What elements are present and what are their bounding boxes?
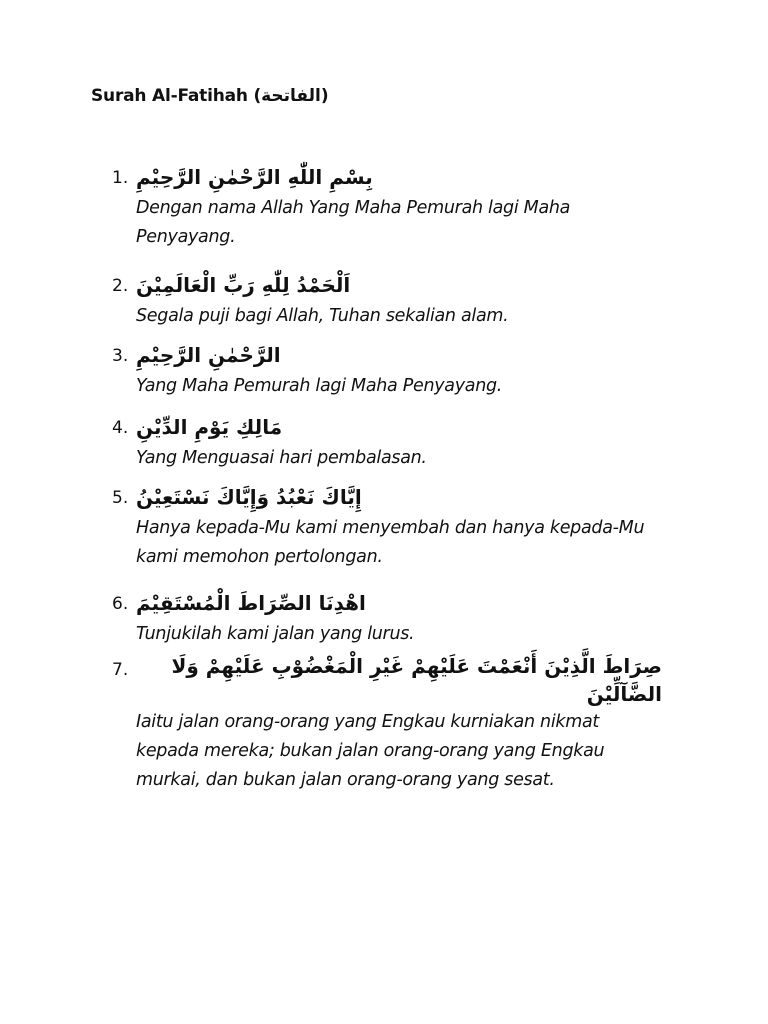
verse-2-arabic-line	[112, 268, 672, 302]
verse-arabic-text: اَلْحَمْدُ لِلّٰهِ رَبِّ الْعَالَمِيْنَ	[136, 273, 351, 297]
verse-7	[112, 652, 672, 795]
verse-number: 4.	[112, 418, 129, 438]
verse-number: 2.	[112, 276, 129, 296]
verse-arabic-text: إِيَّاكَ نَعْبُدُ وَإِيَّاكَ نَسْتَعِيْنُ	[136, 485, 362, 509]
verse-arabic-text: صِرَاطَ الَّذِيْنَ أَنْعَمْتَ عَلَيْهِمْ غَيْرِ الْمَغْضُوْبِ عَلَيْهِمْ وَلَا الضَّآلِّيْنَ	[171, 654, 662, 706]
verse-translation: Yang Menguasai hari pembalasan.	[136, 448, 427, 468]
verse-5-arabic-line	[112, 480, 672, 514]
verse-4	[112, 410, 672, 480]
verse-7-arabic-line	[112, 652, 672, 708]
verse-1-arabic-line	[112, 160, 672, 194]
verse-arabic-text: بِسْمِ اللّٰهِ الرَّحْمٰنِ الرَّحِيْمِ	[136, 165, 373, 189]
verse-4-arabic-line	[112, 410, 672, 444]
verse-number: 5.	[112, 488, 129, 508]
verse-translation: Yang Maha Pemurah lagi Maha Penyayang.	[136, 376, 503, 396]
verse-6	[112, 586, 672, 652]
verse-3	[112, 338, 672, 410]
verse-number: 3.	[112, 346, 129, 366]
document-title: Surah Al-Fatihah (الفاتحة)	[91, 86, 329, 106]
verse-translation: Dengan nama Allah Yang Maha Pemurah lagi Maha Penyayang.	[136, 198, 571, 247]
verse-6-arabic-line	[112, 586, 672, 620]
verse-arabic-text: الرَّحْمٰنِ الرَّحِيْمِ	[136, 343, 281, 367]
verse-translation: Segala puji bagi Allah, Tuhan sekalian alam.	[136, 306, 509, 326]
verse-arabic-text: مَالِكِ يَوْمِ الدِّيْنِ	[136, 415, 283, 439]
verse-arabic-text: اهْدِنَا الصِّرَاطَ الْمُسْتَقِيْمَ	[136, 591, 366, 615]
verse-translation: Hanya kepada-Mu kami menyembah dan hanya kepada-Mu kami memohon pertolongan.	[136, 518, 645, 567]
verse-translation: Tunjukilah kami jalan yang lurus.	[136, 624, 415, 644]
verse-2	[112, 268, 672, 338]
verse-translation: Iaitu jalan orang-orang yang Engkau kurniakan nikmat kepada mereka; bukan jalan orang-orang yang Engkau murkai, dan bukan jalan orang-orang yang sesat.	[136, 712, 605, 790]
verse-5	[112, 480, 672, 586]
verse-number: 6.	[112, 594, 129, 614]
verse-3-arabic-line	[112, 338, 672, 372]
verse-number: 1.	[112, 168, 129, 188]
verse-1	[112, 160, 672, 268]
verse-list	[112, 160, 672, 795]
verse-number: 7.	[112, 660, 129, 680]
